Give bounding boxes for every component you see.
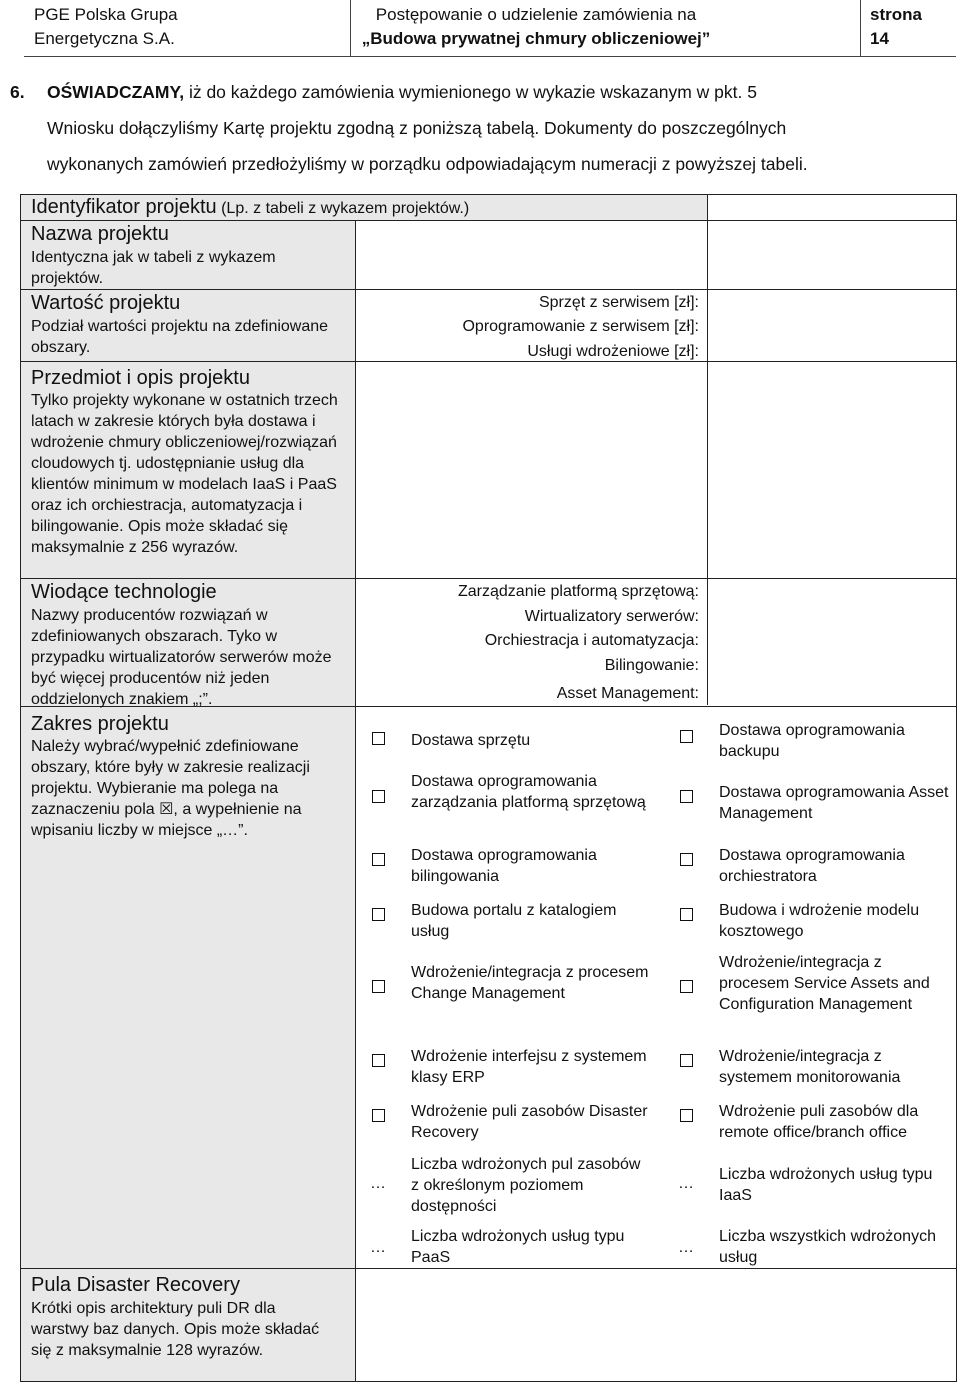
option-billing-software: Dostawa oprogramowania bilingowania <box>411 847 597 885</box>
identifier-input[interactable] <box>708 195 956 220</box>
tech-field-orchestration: Orchiestracja i automatyzacja: <box>484 632 699 649</box>
technologies-title: Wiodące technologie <box>31 581 217 603</box>
checkbox-billing-software[interactable] <box>372 853 385 866</box>
count-input-paas-services[interactable]: … <box>370 1239 386 1256</box>
checkbox-backup-software[interactable] <box>680 730 693 743</box>
name-desc: Identyczna jak w tabeli z wykazem projektów. <box>31 249 276 287</box>
option-cost-model: Budowa i wdrożenie modelu kosztowego <box>719 902 920 940</box>
tech-field-billing: Bilingowanie: <box>604 657 699 674</box>
identifier-note: (Lp. z tabeli z wykazem projektów.) <box>216 200 470 217</box>
page-label: strona <box>870 5 922 24</box>
checkbox-service-assets-config[interactable] <box>680 980 693 993</box>
procedure-line1: Postępowanie o udzielenie zamówienia na <box>375 5 697 24</box>
option-monitoring-integration: Wdrożenie/integracja z systemem monitorowania <box>719 1048 901 1086</box>
page-number: 14 <box>870 29 889 48</box>
tech-field-asset-mgmt: Asset Management: <box>556 685 699 702</box>
dr-pool-title: Pula Disaster Recovery <box>31 1274 240 1296</box>
identifier-title: Identyfikator projektu <box>31 196 217 218</box>
checkbox-platform-mgmt-software[interactable] <box>372 790 385 803</box>
option-service-catalog-portal: Budowa portalu z katalogiem usług <box>411 902 617 940</box>
value-title: Wartość projektu <box>31 292 181 314</box>
checkbox-erp-interface[interactable] <box>372 1054 385 1067</box>
option-hardware-supply: Dostawa sprzętu <box>411 732 531 749</box>
procedure-title <box>358 3 714 51</box>
option-change-management: Wdrożenie/integracja z procesem Change Management <box>411 964 649 1002</box>
value-field-hardware: Sprzęt z serwisem [zł]: <box>538 294 699 311</box>
option-backup-software: Dostawa oprogramowania backupu <box>719 722 905 760</box>
subject-title: Przedmiot i opis projektu <box>31 367 250 389</box>
value-field-services: Usługi wdrożeniowe [zł]: <box>527 343 699 360</box>
checkbox-hardware-supply[interactable] <box>372 732 385 745</box>
dr-pool-desc: Krótki opis architektury puli DR dla warstwy baz danych. Opis może składać się z maksymalnie 128 wyrazów. <box>31 1300 320 1359</box>
count-input-iaas-services[interactable]: … <box>678 1175 694 1192</box>
company-line1: PGE Polska Grupa <box>34 5 178 24</box>
tech-field-hardware-mgmt: Zarządzanie platformą sprzętową: <box>458 583 699 600</box>
technologies-inputs[interactable] <box>708 579 956 705</box>
value-desc: Podział wartości projektu na zdefiniowane obszary. <box>31 318 329 356</box>
checkbox-robo-pool[interactable] <box>680 1109 693 1122</box>
checkbox-service-catalog-portal[interactable] <box>372 908 385 921</box>
company-line2: Energetyczna S.A. <box>34 29 175 48</box>
checkbox-cost-model[interactable] <box>680 908 693 921</box>
option-service-assets-config: Wdrożenie/integracja z procesem Service Assets and Configuration Management <box>719 954 930 1013</box>
count-input-availability-pools[interactable]: … <box>370 1175 386 1192</box>
tech-field-virtualizers: Wirtualizatory serwerów: <box>524 608 699 625</box>
subject-input[interactable] <box>356 362 956 577</box>
checkbox-orchestrator-software[interactable] <box>680 853 693 866</box>
value-inputs[interactable] <box>708 290 956 360</box>
checkbox-dr-pool[interactable] <box>372 1109 385 1122</box>
header-divider <box>860 0 861 56</box>
scope-title: Zakres projektu <box>31 713 169 735</box>
option-all-services: Liczba wszystkich wdrożonych usług <box>719 1228 936 1266</box>
header-rule <box>24 56 956 57</box>
subject-desc: Tylko projekty wykonane w ostatnich trzech latach w zakresie których była dostawa i wdrożenie chmury obliczeniowej/rozwiązań cloudowych tj. udostępnianie usług dla klientów minimum w modelach IaaS i PaaS oraz ich orchiestracja, automatyzacja i bilingowanie. Opis może składać się maksymalnie z 256 wyrazów. <box>31 392 338 556</box>
option-orchestrator-software: Dostawa oprogramowania orchiestratora <box>719 847 905 885</box>
checkbox-change-management[interactable] <box>372 980 385 993</box>
checkbox-asset-management-software[interactable] <box>680 790 693 803</box>
statement-line3: wykonanych zamówień przedłożyliśmy w porządku odpowiadającym numeracji z powyższej tabeli. <box>47 154 808 174</box>
name-input[interactable] <box>356 221 956 288</box>
count-input-all-services[interactable]: … <box>678 1239 694 1256</box>
dr-pool-input[interactable] <box>356 1269 956 1381</box>
checkbox-monitoring-integration[interactable] <box>680 1054 693 1067</box>
option-robo-pool: Wdrożenie puli zasobów dla remote office/branch office <box>719 1103 919 1141</box>
option-dr-pool: Wdrożenie puli zasobów Disaster Recovery <box>411 1103 648 1141</box>
option-availability-pools: Liczba wdrożonych pul zasobów z określonym poziomem dostępności <box>411 1156 641 1215</box>
name-title: Nazwa projektu <box>31 223 169 245</box>
option-asset-management-software: Dostawa oprogramowania Asset Management <box>719 784 949 822</box>
page-indicator <box>870 3 922 51</box>
value-field-software: Oprogramowanie z serwisem [zł]: <box>462 318 699 335</box>
statement-line1: iż do każdego zamówienia wymienionego w wykazie wskazanym w pkt. 5 <box>184 82 757 102</box>
option-platform-mgmt-software: Dostawa oprogramowania zarządzania platformą sprzętową <box>411 773 646 811</box>
option-paas-services: Liczba wdrożonych usług typu PaaS <box>411 1228 625 1266</box>
option-iaas-services: Liczba wdrożonych usług typu IaaS <box>719 1166 933 1204</box>
statement-keyword: OŚWIADCZAMY, <box>47 82 185 102</box>
statement-paragraph <box>10 74 946 182</box>
section-number: 6. <box>10 82 25 102</box>
statement-line2: Wniosku dołączyliśmy Kartę projektu zgodną z poniższą tabelą. Dokumenty do poszczególnych <box>47 118 787 138</box>
procedure-line2: „Budowa prywatnej chmury obliczeniowej” <box>361 29 711 48</box>
identifier-row <box>31 195 469 221</box>
technologies-desc: Nazwy producentów rozwiązań w zdefiniowanych obszarach. Tyko w przypadku wirtualizatorów serwerów może być więcej producentów niż jeden oddzielonych znakiem „;”. <box>31 607 332 708</box>
scope-desc: Należy wybrać/wypełnić zdefiniowane obszary, które były w zakresie realizacji projektu. Wybieranie ma polega na zaznaczeniu pola ☒, a wypełnienie na wpisaniu liczby w miejsce „…”. <box>31 738 310 839</box>
header-divider <box>350 0 351 56</box>
company-name <box>34 3 214 51</box>
option-erp-interface: Wdrożenie interfejsu z systemem klasy ERP <box>411 1048 647 1086</box>
